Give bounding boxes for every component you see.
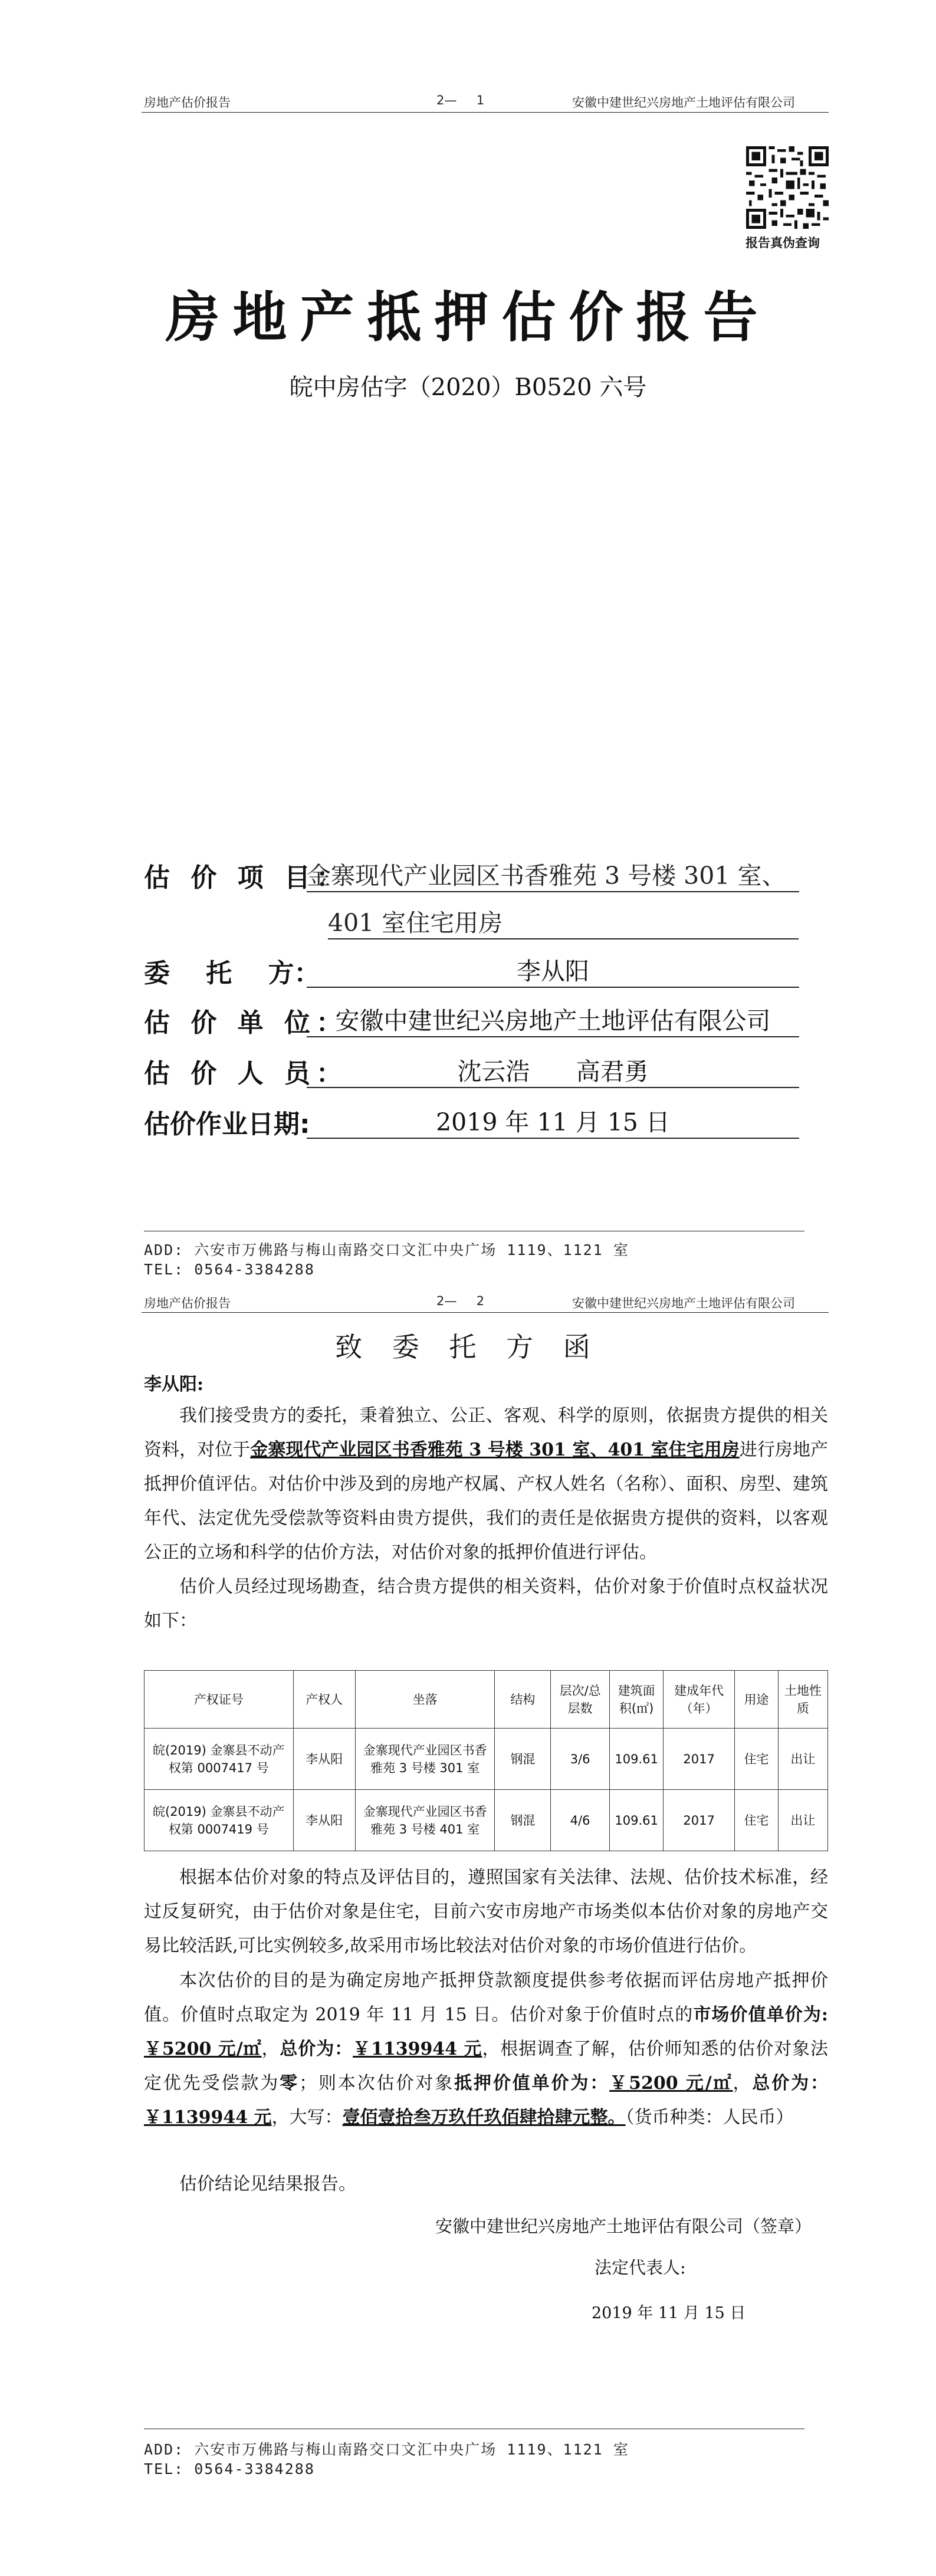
date-value: 2019 年 11 月 15 日: [307, 1103, 799, 1139]
table-header: 层次/总层数: [551, 1671, 610, 1729]
signature-representative: 法定代表人:: [595, 2258, 686, 2278]
project-value-line1: 金寨现代产业园区书香雅苑 3 号楼 301 室、: [307, 856, 799, 892]
table-cell: 皖(2019) 金寨县不动产权第 0007419 号: [144, 1790, 294, 1851]
signature-company: 安徽中建世纪兴房地产土地评估有限公司（签章）: [435, 2216, 812, 2236]
paragraph-2: 估价人员经过现场勘查，结合贵方提供的相关资料，估价对象于价值时点权益状况如下：: [144, 1576, 828, 1631]
paragraph-1-text-c: 进行房地产抵押价值评估。对估价中涉及到的房地产权属、产权人姓名（名称）、面积、房型、建筑年代、法定优先受偿款等资料由贵方提供，我们的责任是依据贵方提供的资料，以客观公正的立场和科学的估价方法，对估价对象的抵押价值进行评估。: [144, 1440, 829, 1563]
table-cell: 钢混: [495, 1729, 551, 1790]
page1-tel: TEL: 0564-3384288: [144, 1261, 315, 1278]
date-label: 估价作业日期:: [144, 1109, 310, 1139]
project-label: 估 价 项 目：: [144, 863, 348, 893]
table-cell: 住宅: [735, 1790, 779, 1851]
paragraph-4: [144, 1964, 828, 2135]
table-cell: 出让: [778, 1729, 827, 1790]
priority-amount: 零: [280, 2073, 300, 2094]
para4-text: ，根据调查了解，估价师知悉的估价对象法定优先受偿款为: [144, 2039, 829, 2094]
page2-tel: TEL: 0564-3384288: [144, 2460, 315, 2478]
project-value-line2: 401 室住宅用房: [328, 903, 799, 939]
paragraph-1-subject: 金寨现代产业园区书香雅苑 3 号楼 301 室、401 室住宅用房: [250, 1440, 740, 1460]
para4-text: ；则本次估价对象: [299, 2073, 455, 2094]
table-row: [144, 1790, 828, 1851]
table-cell: 钢混: [495, 1790, 551, 1851]
table-cell: 3/6: [551, 1729, 610, 1790]
client-label: 委 托 方：: [144, 958, 320, 988]
qr-caption: 报告真伪查询: [745, 236, 820, 250]
table-cell: 李从阳: [293, 1729, 355, 1790]
table-cell: 2017: [664, 1729, 735, 1790]
letter-title: 致 委 托 方 函: [335, 1331, 601, 1363]
client-value: 李从阳: [307, 952, 799, 988]
table-cell: 金寨现代产业园区书香雅苑 3 号楼 301 室: [355, 1729, 495, 1790]
market-unit-price-label: 市场价值单价为:: [693, 2005, 828, 2025]
report-title: 房地产抵押估价报告: [165, 285, 771, 349]
page1-address: ADD: 六安市万佛路与梅山南路交口文汇中央广场 1119、1121 室: [144, 1241, 629, 1259]
page1-header-left: 房地产估价报告: [144, 96, 231, 110]
table-header: 用途: [735, 1671, 779, 1729]
table-header: 建成年代（年）: [664, 1671, 735, 1729]
table-header: 产权证号: [144, 1671, 294, 1729]
unit-label: 估 价 单 位：: [144, 1008, 348, 1038]
market-total-label: 总价为：: [280, 2039, 353, 2059]
table-header: 土地性质: [778, 1671, 827, 1729]
para4-text: 本次估价的目的是为确定房地产抵押贷款额度提供参考依据而评估房地产抵押价值。价值时点取定为 2019 年 11 月 15 日。估价对象于价值时点的: [144, 1970, 828, 2025]
page1-header-rule: [142, 112, 829, 113]
signature-date: 2019 年 11 月 15 日: [592, 2304, 746, 2322]
unit-value: 安徽中建世纪兴房地产土地评估有限公司: [307, 1001, 799, 1037]
currency-note: （货币种类：人民币）: [625, 2107, 794, 2128]
table-cell: 109.61: [610, 1729, 664, 1790]
market-unit-price: ￥5200 元/㎡: [144, 2039, 262, 2059]
mortgage-total-price: ￥1139944 元: [144, 2107, 272, 2128]
para4-text: ，: [261, 2039, 280, 2059]
para4-text: ，大写：: [271, 2107, 343, 2128]
page2-header-center: 2— 2: [436, 1294, 485, 1308]
para4-text: ，: [733, 2073, 753, 2094]
qr-code-icon: [746, 146, 829, 229]
document-number: 皖中房估字（2020）B0520 六号: [289, 374, 647, 401]
property-table: [144, 1670, 828, 1851]
appraisers-label: 估 价 人 员：: [144, 1059, 348, 1089]
page1-header-center: 2— 1: [436, 93, 485, 107]
letter-salutation: 李从阳:: [144, 1374, 204, 1395]
table-cell: 李从阳: [293, 1790, 355, 1851]
paragraph-1: [144, 1399, 828, 1570]
page1-header-right: 安徽中建世纪兴房地产土地评估有限公司: [572, 96, 795, 110]
table-cell: 住宅: [735, 1729, 779, 1790]
amount-in-words: 壹佰壹拾叁万玖仟玖佰肆拾肆元整。: [342, 2107, 626, 2128]
table-row: [144, 1729, 828, 1790]
page2-header-left: 房地产估价报告: [144, 1296, 231, 1310]
table-cell: 109.61: [610, 1790, 664, 1851]
table-cell: 皖(2019) 金寨县不动产权第 0007417 号: [144, 1729, 294, 1790]
table-header: 产权人: [293, 1671, 355, 1729]
table-cell: 4/6: [551, 1790, 610, 1851]
paragraph-3: 根据本估价对象的特点及评估目的，遵照国家有关法律、法规、估价技术标准，经过反复研究，由于估价对象是住宅，目前六安市房地产市场类似本估价对象的房地产交易比较活跃,可比实例较多,故采用市场比较法对估价对象的市场价值进行估价。: [144, 1867, 828, 1956]
table-cell: 金寨现代产业园区书香雅苑 3 号楼 401 室: [355, 1790, 495, 1851]
page2-address: ADD: 六安市万佛路与梅山南路交口文汇中央广场 1119、1121 室: [144, 2441, 629, 2458]
mortgage-total-label: 总价为：: [752, 2073, 829, 2094]
market-total-price: ￥1139944 元: [353, 2039, 482, 2059]
mortgage-unit-price: ￥5200 元/㎡: [609, 2073, 733, 2094]
appraisers-value: 沈云浩 高君勇: [307, 1052, 799, 1088]
paragraph-1-text-a: 我们接受贵方的委托，秉着独立、公正、客观、科学的原则，依据贵方提供的相关资料，对位于: [144, 1405, 828, 1460]
table-header-row: [144, 1671, 828, 1729]
paragraph-5: 估价结论见结果报告。: [179, 2174, 356, 2194]
page2-header-rule: [142, 1312, 829, 1313]
table-cell: 2017: [664, 1790, 735, 1851]
table-header: 建筑面积(㎡): [610, 1671, 664, 1729]
mortgage-unit-price-label: 抵押价值单价为：: [454, 2073, 610, 2094]
table-cell: 出让: [778, 1790, 827, 1851]
table-header: 结构: [495, 1671, 551, 1729]
page2-header-right: 安徽中建世纪兴房地产土地评估有限公司: [572, 1296, 795, 1310]
table-header: 坐落: [355, 1671, 495, 1729]
